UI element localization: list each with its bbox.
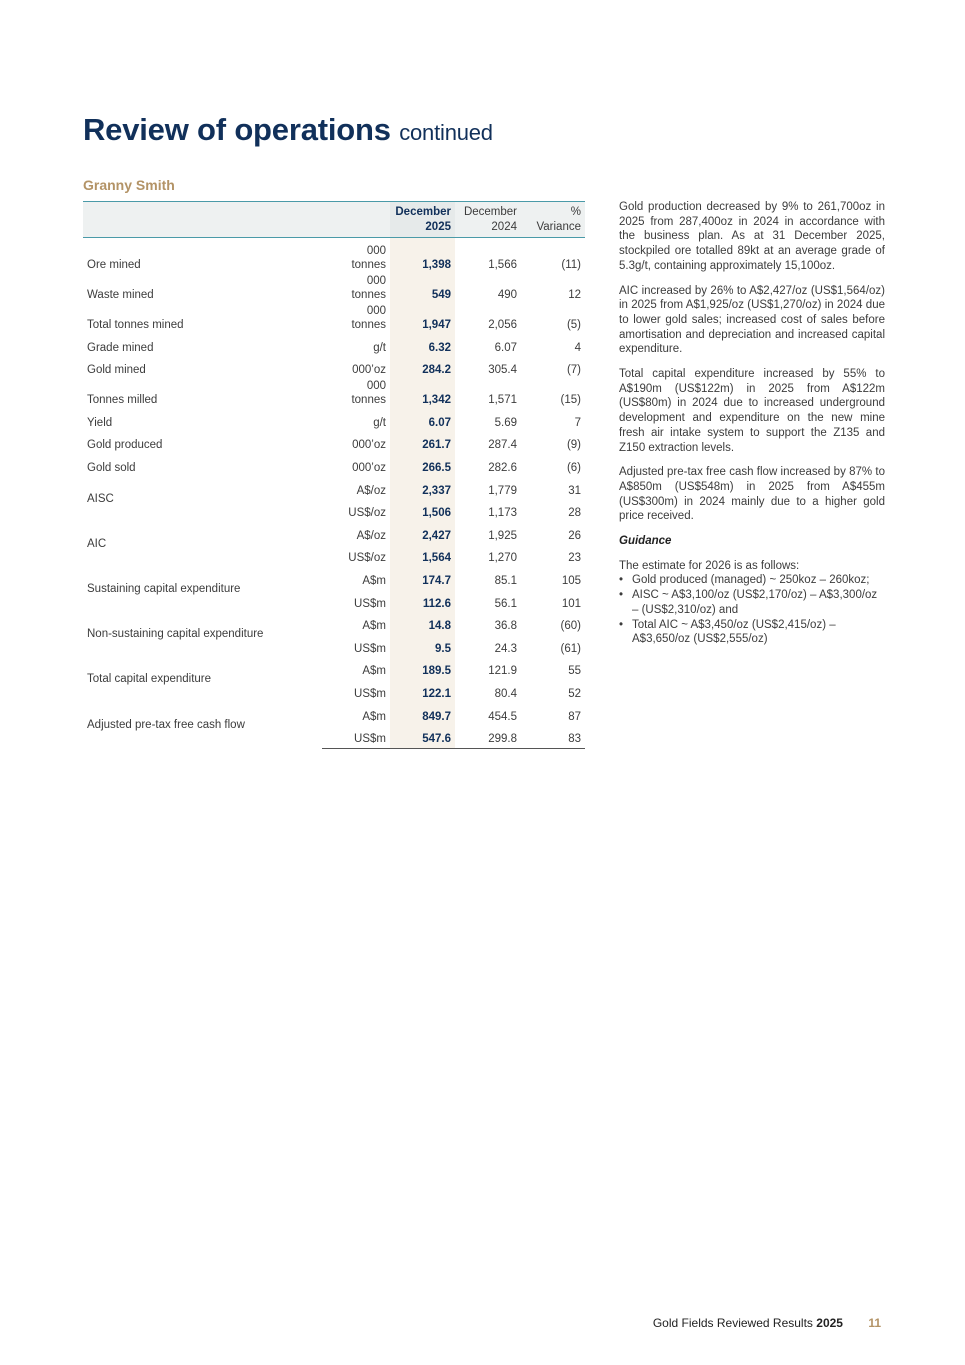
row-variance: 31 xyxy=(568,484,581,497)
row-value-2024: 299.8 xyxy=(455,726,521,749)
guidance-title: Guidance xyxy=(619,535,672,548)
row-value-2025: 112.6 xyxy=(390,590,455,613)
row-value-2025: 6.07 xyxy=(390,409,455,432)
row-value-2024: 1,566 xyxy=(488,259,517,271)
footer-text: Gold Fields Reviewed Results xyxy=(652,1316,813,1330)
row-value-2024: 24.3 xyxy=(494,642,517,655)
row-value-2024: 85.1 xyxy=(494,574,517,587)
row-label: Sustaining capital expenditure xyxy=(87,582,241,595)
commentary-paragraph: Adjusted pre-tax free cash flow increased by 87% to A$850m (US$548m) in 2025 from A$455m (US$300m) in 2024 mainly due to a higher gold price received. xyxy=(619,466,885,523)
table-row xyxy=(83,567,585,590)
row-value-2025: 2,427 xyxy=(390,522,455,545)
row-variance: 87 xyxy=(568,710,581,723)
row-unit-part: 000 xyxy=(366,275,386,287)
row-unit: US$m xyxy=(354,687,386,700)
row-value-2025: 849.7 xyxy=(390,703,455,726)
row-value-2024: 282.6 xyxy=(488,461,517,474)
row-label: Yield xyxy=(87,416,113,429)
header-current-year: 2025 xyxy=(425,221,451,233)
table-row xyxy=(83,357,585,380)
row-label: Adjusted pre-tax free cash flow xyxy=(87,718,245,731)
row-variance: (9) xyxy=(566,439,581,452)
row-label: Ore mined xyxy=(87,259,141,271)
page-title-continued: continued xyxy=(399,120,493,145)
row-value-2025: 549 xyxy=(390,274,455,304)
row-variance: (15) xyxy=(560,394,581,407)
row-unit xyxy=(322,409,390,432)
row-value-2025: 9.5 xyxy=(390,635,455,658)
commentary-paragraphs xyxy=(619,200,885,524)
row-value-2025: 1,342 xyxy=(390,379,455,409)
row-variance: 28 xyxy=(568,507,581,520)
row-variance: (6) xyxy=(566,461,581,474)
row-variance: 55 xyxy=(568,665,581,678)
row-value-2025: 122.1 xyxy=(390,680,455,703)
row-value-2025: 189.5 xyxy=(390,658,455,681)
table-row xyxy=(83,304,585,334)
row-variance: 101 xyxy=(561,597,581,610)
bullet-icon: • xyxy=(619,618,624,631)
guidance-item xyxy=(619,618,885,647)
page-title xyxy=(83,112,493,148)
row-value-2024: 6.07 xyxy=(494,341,517,354)
header-current-month: December xyxy=(395,206,451,218)
row-unit xyxy=(322,304,390,334)
row-value-2025: 284.2 xyxy=(390,357,455,380)
row-value-2024: 5.69 xyxy=(494,416,517,429)
row-label: Total tonnes mined xyxy=(87,319,184,331)
guidance-item-text: Total AIC ~ A$3,450/oz (US$2,415/oz) – A$3,650/oz (US$2,555/oz) xyxy=(632,618,836,646)
row-unit: US$/oz xyxy=(348,552,386,565)
row-unit: A$m xyxy=(362,574,386,587)
row-value-2024: 1,173 xyxy=(488,507,517,520)
row-value-2025: 2,337 xyxy=(390,477,455,500)
row-label: Total capital expenditure xyxy=(87,673,212,686)
row-value-2025: 1,564 xyxy=(390,545,455,568)
row-variance: 52 xyxy=(568,687,581,700)
table-row xyxy=(83,703,585,726)
row-value-2024: 36.8 xyxy=(494,620,517,633)
page-number: 11 xyxy=(868,1316,881,1330)
row-unit xyxy=(322,379,390,409)
table-row xyxy=(83,432,585,455)
row-value-2025: 1,947 xyxy=(390,304,455,334)
header-prior-year: 2024 xyxy=(491,221,517,233)
header-december-2024 xyxy=(455,202,521,238)
table-body xyxy=(83,238,585,749)
row-unit-part: tonnes xyxy=(351,319,386,331)
row-unit-part: 000 xyxy=(366,380,386,393)
row-variance: 4 xyxy=(574,341,581,354)
row-variance: (5) xyxy=(566,319,581,331)
footer-year: 2025 xyxy=(816,1316,843,1330)
header-prior-month: December xyxy=(463,206,517,218)
commentary xyxy=(619,200,885,647)
row-unit: US$/oz xyxy=(348,507,386,520)
row-variance: (7) xyxy=(566,364,581,377)
row-label: Non-sustaining capital expenditure xyxy=(87,628,264,641)
page-title-text: Review of operations xyxy=(83,112,391,147)
table-row xyxy=(83,409,585,432)
row-variance: 83 xyxy=(521,726,585,749)
row-unit-part: 000’oz xyxy=(352,439,386,452)
table-row xyxy=(83,658,585,681)
commentary-paragraph: AIC increased by 26% to A$2,427/oz (US$1,564/oz) in 2025 from A$1,925/oz (US$1,270/oz) in 2024 due to lower gold sales; increased cost of sales before amortisation and depreciation and increased capital expenditure. xyxy=(619,284,885,356)
header-variance xyxy=(521,202,585,238)
row-label: Gold produced xyxy=(87,439,163,452)
section-title: Granny Smith xyxy=(83,177,175,193)
table-row xyxy=(83,477,585,500)
row-unit-part: g/t xyxy=(373,341,386,354)
row-value-2025: 547.6 xyxy=(390,726,455,749)
header-label-cell xyxy=(83,202,322,238)
row-value-2025: 6.32 xyxy=(390,334,455,357)
row-unit: US$m xyxy=(354,597,386,610)
row-unit: A$m xyxy=(362,665,386,678)
guidance-item-text: AISC ~ A$3,100/oz (US$2,170/oz) – A$3,300/oz – (US$2,310/oz) and xyxy=(632,589,878,616)
row-value-2024: 1,925 xyxy=(488,529,517,542)
row-value-2025: 174.7 xyxy=(390,567,455,590)
row-value-2024: 454.5 xyxy=(488,710,517,723)
row-variance: (61) xyxy=(560,642,581,655)
operations-table xyxy=(83,201,585,749)
row-unit: A$m xyxy=(362,710,386,723)
row-variance: 105 xyxy=(561,574,581,587)
row-value-2025: 14.8 xyxy=(390,613,455,636)
row-value-2024: 1,270 xyxy=(488,552,517,565)
guidance-item xyxy=(619,588,885,617)
row-value-2024: 1,779 xyxy=(488,484,517,497)
row-value-2025: 1,506 xyxy=(390,500,455,523)
row-label: AIC xyxy=(87,537,107,550)
page-footer xyxy=(653,1316,881,1330)
row-unit: A$m xyxy=(362,620,386,633)
row-unit-part: tonnes xyxy=(351,394,386,407)
row-unit-part: tonnes xyxy=(351,259,386,271)
bullet-icon: • xyxy=(619,574,624,587)
row-label: Waste mined xyxy=(87,289,154,301)
row-unit xyxy=(322,238,390,275)
commentary-paragraph: Gold production decreased by 9% to 261,700oz in 2025 from 287,400oz in 2024 in accordance with the business plan. As at 31 December 2025, stockpiled ore totalled 89kt at an average grade of 5.3g/t, containing approximately 15,100oz. xyxy=(619,201,885,272)
row-variance: 26 xyxy=(568,529,581,542)
row-unit xyxy=(322,454,390,477)
row-unit-part: tonnes xyxy=(351,289,386,301)
row-variance: 7 xyxy=(574,416,581,429)
guidance-list xyxy=(619,573,885,647)
row-unit-part: 000 xyxy=(366,305,386,317)
header-december-2025 xyxy=(390,202,455,238)
bullet-icon: • xyxy=(619,589,624,602)
row-value-2025: 266.5 xyxy=(390,454,455,477)
row-value-2024: 1,571 xyxy=(488,394,517,407)
row-label: Grade mined xyxy=(87,341,154,354)
header-variance-symbol: % xyxy=(570,206,581,218)
header-variance-label: Variance xyxy=(536,221,581,233)
table-header-row xyxy=(83,202,585,238)
row-value-2024: 305.4 xyxy=(488,364,517,377)
row-unit: US$m xyxy=(354,642,386,655)
commentary-paragraph: Total capital expenditure increased by 55% to A$190m (US$122m) in 2025 from A$122m (US$80m) in 2024 due to increased underground development and expenditure on the new mine fresh air intake system to support the Z135 and Z150 extraction levels. xyxy=(619,368,885,454)
row-variance: 12 xyxy=(568,289,581,301)
row-unit-part: 000’oz xyxy=(352,364,386,377)
row-unit: A$/oz xyxy=(356,529,386,542)
row-label: Gold mined xyxy=(87,364,146,377)
row-unit xyxy=(322,357,390,380)
row-unit xyxy=(322,274,390,304)
guidance-item-text: Gold produced (managed) ~ 250koz – 260koz; xyxy=(632,574,870,587)
table-row xyxy=(83,454,585,477)
row-value-2024: 80.4 xyxy=(494,687,517,700)
row-unit: US$m xyxy=(322,726,390,749)
row-value-2024: 287.4 xyxy=(488,439,517,452)
row-label: AISC xyxy=(87,492,114,505)
row-variance: (60) xyxy=(560,620,581,633)
table-row xyxy=(83,613,585,636)
guidance-intro: The estimate for 2026 is as follows: xyxy=(619,559,800,572)
row-unit-part: 000 xyxy=(366,245,386,257)
row-unit xyxy=(322,432,390,455)
row-value-2025: 1,398 xyxy=(390,238,455,275)
row-label: Gold sold xyxy=(87,461,136,474)
table-row xyxy=(83,334,585,357)
table-row xyxy=(83,238,585,275)
row-unit-part: 000’oz xyxy=(352,461,386,474)
row-value-2024: 121.9 xyxy=(488,665,517,678)
row-variance: 23 xyxy=(568,552,581,565)
table-row xyxy=(83,274,585,304)
row-value-2025: 261.7 xyxy=(390,432,455,455)
table-row xyxy=(83,522,585,545)
row-variance: (11) xyxy=(561,259,581,271)
row-unit: A$/oz xyxy=(356,484,386,497)
row-unit xyxy=(322,334,390,357)
table-row xyxy=(83,379,585,409)
row-value-2024: 490 xyxy=(497,289,517,301)
row-value-2024: 2,056 xyxy=(488,319,517,331)
row-label: Tonnes milled xyxy=(87,394,158,407)
guidance-item xyxy=(619,573,885,588)
row-unit-part: g/t xyxy=(373,416,386,429)
row-value-2024: 56.1 xyxy=(494,597,517,610)
header-unit-cell xyxy=(322,202,390,238)
